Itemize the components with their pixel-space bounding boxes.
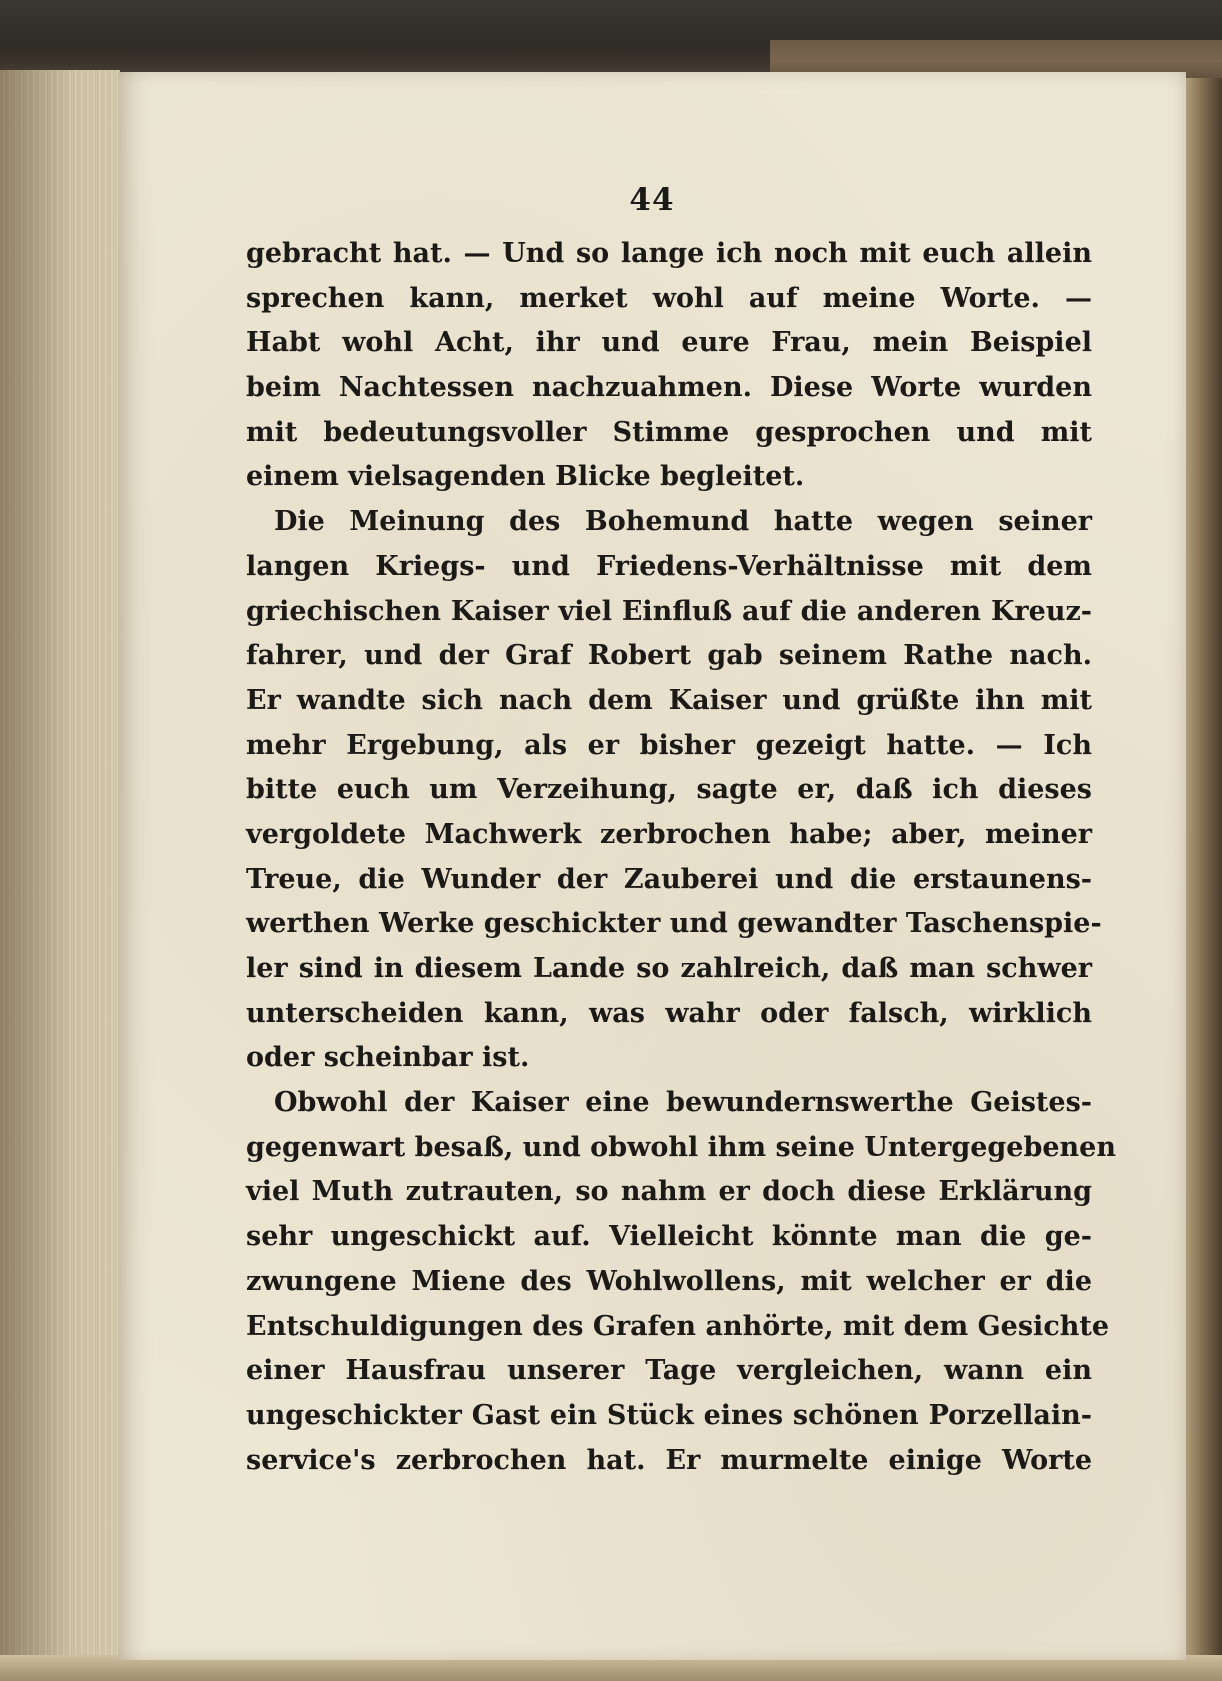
text-line: sprechen kann, merket wohl auf meine Worte. — (246, 282, 1092, 314)
text-line: gegenwart besaß, und obwohl ihm seine Untergegebenen (246, 1131, 1116, 1163)
text-line: mehr Ergebung, als er bisher gezeigt hatte. — Ich (246, 729, 1092, 761)
book-page (118, 72, 1186, 1660)
text-line: sehr ungeschickt auf. Vielleicht könnte man die ge- (246, 1221, 1092, 1253)
text-line: unterscheiden kann, was wahr oder falsch, wirklich (246, 997, 1092, 1029)
page-edge-shadow (0, 70, 120, 1681)
text-line: werthen Werke geschickter und gewandter Taschenspie- (246, 908, 1102, 940)
text-line: einem vielsagenden Blicke begleitet. (246, 461, 805, 493)
text-line: langen Kriegs- und Friedens-Verhältnisse mit dem (246, 550, 1092, 582)
text-line: fahrer, und der Graf Robert gab seinem Rathe nach. (246, 640, 1092, 672)
paragraph-first-line: Die Meinung des Bohemund hatte wegen seiner (274, 506, 1092, 538)
text-line: bitte euch um Verzeihung, sagte er, daß ich dieses (246, 774, 1092, 806)
text-line: vergoldete Machwerk zerbrochen habe; aber, meiner (246, 818, 1092, 850)
text-line: griechischen Kaiser viel Einfluß auf die anderen Kreuz- (246, 595, 1092, 627)
text-line: viel Muth zutrauten, so nahm er doch diese Erklärung (246, 1176, 1092, 1208)
text-line: beim Nachtessen nachzuahmen. Diese Worte wurden (246, 372, 1092, 404)
body-text (246, 232, 1116, 1483)
text-line: ungeschickter Gast ein Stück eines schönen Porzellain- (246, 1399, 1092, 1431)
text-line: service's zerbrochen hat. Er murmelte einige Worte (246, 1444, 1092, 1476)
text-line: ler sind in diesem Lande so zahlreich, daß man schwer (246, 953, 1092, 984)
text-line: Treue, die Wunder der Zauberei und die erstaunens- (246, 863, 1092, 895)
right-cover-edge (1182, 78, 1222, 1681)
text-line: Er wandte sich nach dem Kaiser und grüßte ihn mit (246, 684, 1092, 716)
text-line: einer Hausfrau unserer Tage vergleichen, wann ein (246, 1355, 1092, 1387)
paragraph-first-line: Obwohl der Kaiser eine bewundernswerthe Geistes- (274, 1087, 1092, 1119)
text-line: oder scheinbar ist. (246, 1042, 530, 1074)
text-line: gebracht hat. — Und so lange ich noch mit euch allein (246, 238, 1092, 269)
text-line: Habt wohl Acht, ihr und eure Frau, mein Beispiel (246, 327, 1092, 359)
page-number: 44 (629, 182, 675, 218)
text-line: zwungene Miene des Wohlwollens, mit welcher er die (246, 1265, 1092, 1297)
text-line: Entschuldigungen des Grafen anhörte, mit dem Gesichte (246, 1310, 1110, 1342)
text-line: mit bedeutungsvoller Stimme gesprochen und mit (246, 416, 1092, 448)
